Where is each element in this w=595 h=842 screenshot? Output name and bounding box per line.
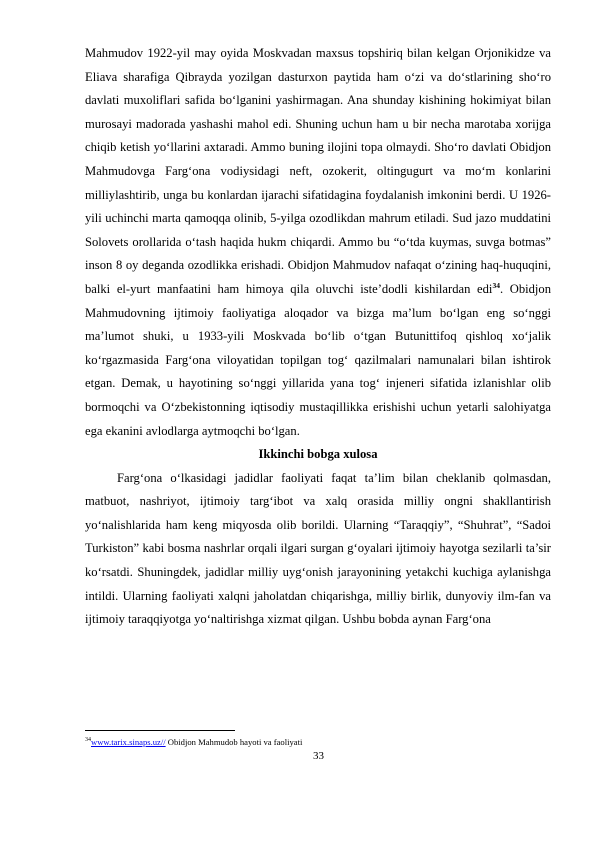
footnote-reference[interactable]: 34 (492, 280, 500, 290)
footnote-divider (85, 730, 235, 731)
paragraph-conclusion: Farg‘ona o‘lkasidagi jadidlar faoliyati faqat ta’lim bilan cheklanib qolmasdan, matbuot, nashriyot, ijtimoiy targ‘ibot va xalq orasida milliy ongni shakllantirish yo‘nalishlarida ham keng miqyosda olib borildi. Ularning “Taraqqiy”, “Shuhrat”, “Sadoi Turkiston” kabi bosma nashrlar orqali ilgari surgan g‘oyalari ijtimoiy hayotga sezilarli ta’sir ko‘rsatdi. Shuningdek, jadidlar milliy uyg‘onish jarayonining yetakchi kuchiga aylanishga intildi. Ularning faoliyati xalqni jaholatdan chiqarishga, milliy birlik, dunyoviy ilm-fan va ijtimoiy taraqqiyotga yo‘naltirishga xizmat qilgan. Ushbu bobda aynan Farg‘ona (85, 470, 551, 627)
page-number: 33 (313, 750, 324, 762)
paragraph-obidjon-mahmudov (85, 42, 551, 443)
main-text (85, 42, 551, 632)
footnote (85, 737, 551, 748)
section-heading: Ikkinchi bobga xulosa (258, 447, 378, 462)
paragraph-text: Mahmudov 1922-yil may oyida Moskvadan maxsus topshiriq bilan kelgan Orjonikidze va Eliava sharafiga Qibrayda yozilgan dasturxon paytida ham o‘zi va do‘stlarining sho‘ro davlati muxoliflari safida bo‘lganini yashirmagan. Ana shunday kishining hokimiyat bilan murosayi madorada yashashi mahol edi. Shuning uchun ham u bir necha marotaba xorijga chiqib ketish yo‘llarini axtaradi. Ammo buning ilojini topa olmaydi. Sho‘ro davlati Obidjon Mahmudovga Farg‘ona vodiysidagi neft, ozokerit, oltingugurt va mo‘m konlarini milliylashtirib, unga bu konlardan ijarachi sifatidagina foydalanish imkonini berdi. U 1926-yili uchinchi marta qamoqqa olinib, 5-yilga ozodlikdan mahrum etiladi. Sud jazo muddatini Solovets orollarida o‘tash haqida hukm chiqardi. Ammo bu “o‘tda kuymas, suvga botmas” inson 8 oy deganda ozodlikka erishadi. Obidjon Mahmudov nafaqat o‘zining haq-huquqini, balki el-yurt manfaatini ham himoya qila oluvchi iste’dodli kishilardan edi (85, 46, 551, 296)
footnote-link[interactable]: www.tarix.sinaps.uz// (91, 737, 166, 747)
footnote-number: 34 (85, 737, 91, 744)
footnote-text: Obidjon Mahmudob hayoti va faoliyati (165, 737, 303, 747)
paragraph-text-continued: . Obidjon Mahmudovning ijtimoiy faoliyatiga aloqador va bizga ma’lum bo‘lgan eng so‘nggi ma’lumot shuki, u 1933-yili Moskvada bo‘lib o‘tgan Butunittifoq qishloq xo‘jalik ko‘rgazmasida Farg‘ona viloyatidan topilgan tog‘ qazilmalari namunalari bilan ishtirok etgan. Demak, u hayotining so‘nggi yillarida yana tog‘ injeneri sifatida izlanishlar olib bormoqchi va O‘zbekistonning iqtisodiy mustaqillikka erishishi uchun yetarli salohiyatga ega ekanini avlodlarga aytmoqchi bo‘lgan. (85, 281, 552, 438)
